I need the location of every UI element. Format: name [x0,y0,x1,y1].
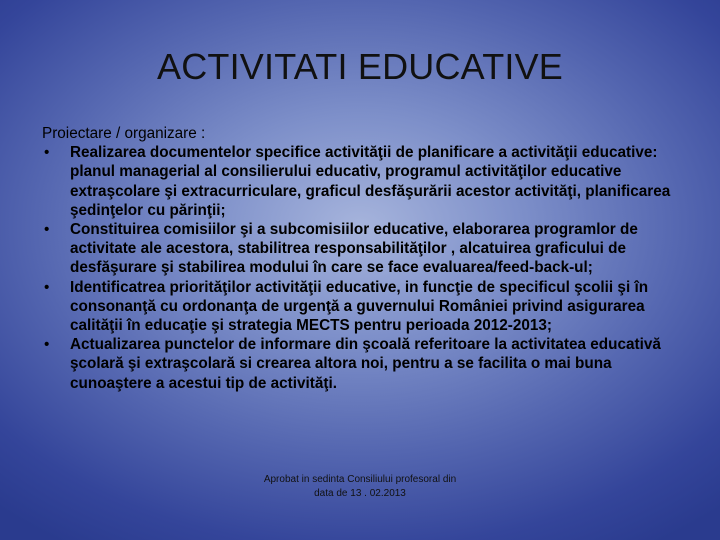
bullet-icon: • [44,278,50,296]
bullet-icon: • [44,221,50,239]
bullet-item [42,143,692,220]
section-subtitle: Proiectare / organizare : [42,125,206,142]
slide-content [42,124,692,393]
bullet-item [42,220,692,278]
bullet-item [42,278,692,336]
bullet-icon: • [44,336,50,354]
approval-note-line: Aprobat in sedinta Consiliului profesoral din [263,474,457,485]
slide-title: ACTIVITATI EDUCATIVE [156,46,564,87]
bullet-text: Actualizarea punctelor de informare din şcoală referitoare la activitatea educativă şcolară şi extraşcolară si crearea altora noi, pentru a se facilita o mai buna cunoaştere a acestui tip de activităţi. [70,336,661,392]
bullet-text: Constituirea comisiilor şi a subcomisiilor educative, elaborarea programlor de activitate ale acestora, stabilitrea responsabilităţilor , alcatuirea graficului de desfăşurare şi stabilirea modului în care se face evaluarea/feed-back-ul; [70,221,638,277]
bullet-item [42,335,692,393]
approval-note [230,473,490,501]
bullet-icon: • [44,144,50,162]
bullet-list [42,143,692,393]
bullet-text: Identificatrea priorităţilor activităţii educative, in funcţie de specificul şcolii şi în consonanţă cu ordonanţa de urgenţă a guvernului României privind asigurarea calităţii în educaţie şi strategia MECTS pentru perioada 2012-2013; [70,278,649,335]
bullet-text: Realizarea documentelor specifice activităţii de planificare a activităţii educative: planul managerial al consilierului educativ, programul activităţilor educative extraşcolare şi extracurriculare, graficul desfăşurării acestor activităţi, planificarea şedinţelor cu părinţii; [70,144,671,219]
approval-note-date: data de 13 . 02.2013 [314,488,406,499]
